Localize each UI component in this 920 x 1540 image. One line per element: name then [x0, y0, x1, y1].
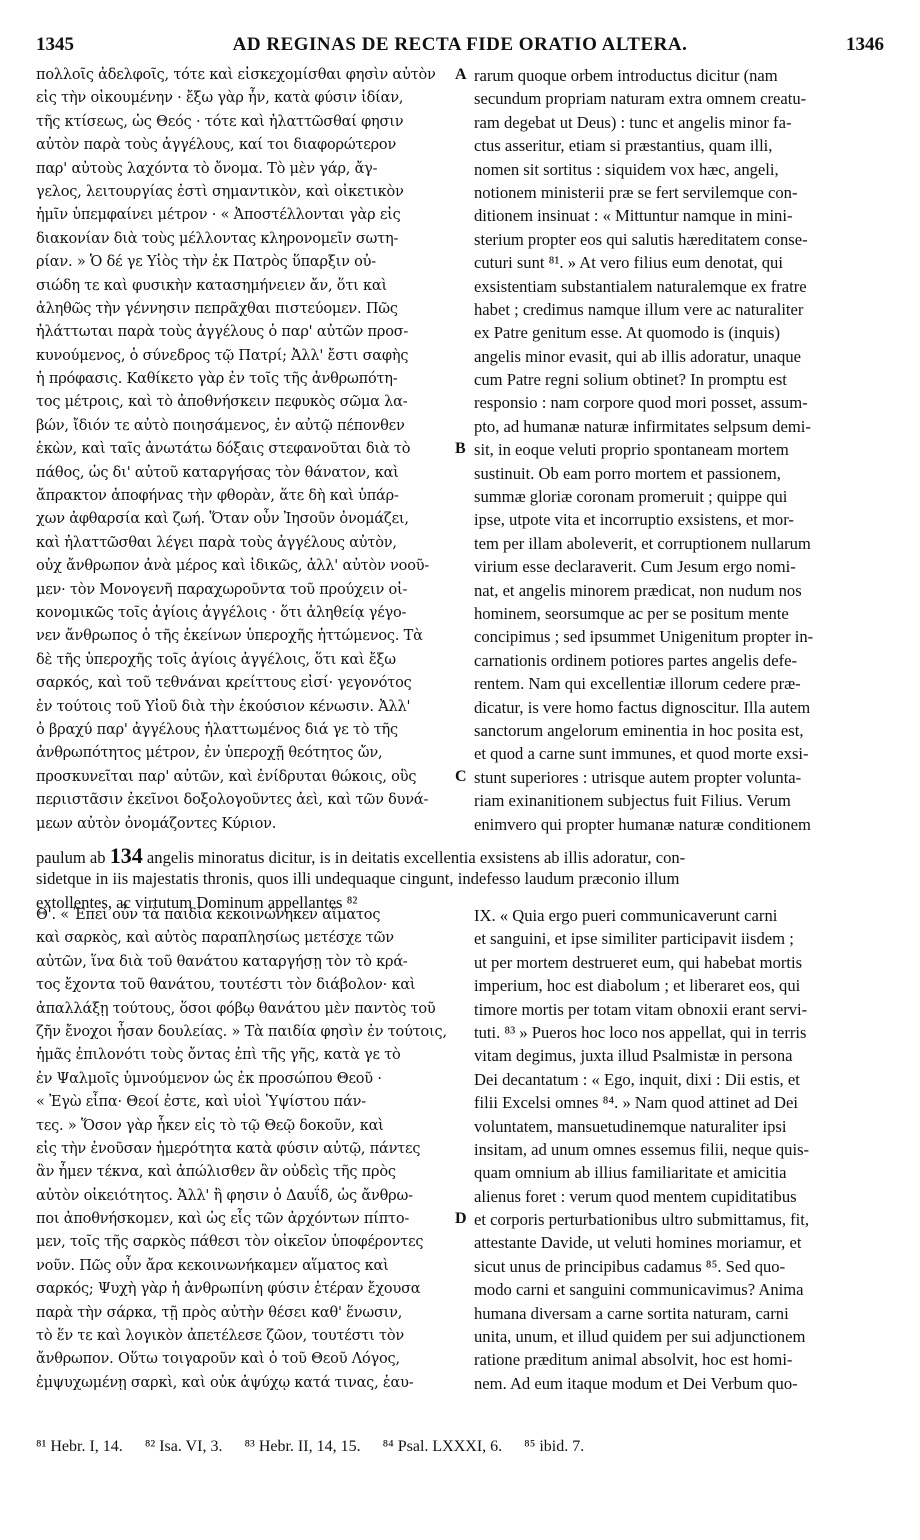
greek-text-line: ἀπαλλάξῃ τούτους, ὅσοι φόβῳ θανάτου μὲν παντὸς τοῦ: [36, 1000, 436, 1017]
greek-text-line: μεν, τοῖς τῆς σαρκὸς πάθεσι τὸν οἰκεῖον ὑποφέροντες: [36, 1234, 424, 1251]
greek-text-line: ἡμᾶς ἐπιλονότι τοὺς ὄντας ἐπὶ τῆς γῆς, κατὰ γε τὸ: [36, 1047, 401, 1064]
latin-text-line: nomen sit sortitus : siquidem vox hæc, angeli,: [474, 159, 779, 179]
greek-text-line: ποι ἀποθνήσκομεν, καὶ ὡς εἷς τῶν ἀρχόντων πίπτο-: [36, 1211, 410, 1228]
latin-text-line: humana diversam a carne sortita naturam, carni: [474, 1303, 789, 1323]
greek-text-line: σαρκός, καὶ τοῦ τεθνάναι κρείττους εἰσί· γεγονότος: [36, 675, 412, 692]
latin-text-line: IX. « Quia ergo pueri communicaverunt carni: [474, 906, 778, 925]
full-width-line: extollentes, ac virtutum Dominum appellantes ⁸²: [36, 892, 358, 912]
latin-text-line: sterium propter eos qui salutis hæreditatem conse-: [474, 229, 808, 249]
greek-text-line: εἰς τὴν ἐνοῦσαν ἡμερότητα κατὰ φύσιν αὐτῷ, πάντες: [36, 1140, 421, 1157]
latin-text-line: enimvero qui propter humanæ naturæ conditionem: [474, 814, 811, 834]
greek-text-line: μεων αὐτὸν ὀνομάζοντες Κύριον.: [36, 815, 277, 832]
latin-text-line: ut per mortem destrueret eum, qui habebat mortis: [474, 952, 803, 972]
latin-text-line: quam omnium ab illius familiaritate et amicitia: [474, 1163, 787, 1183]
greek-text-line: ἠλάττωται παρὰ τοὺς ἀγγέλους ὁ παρ' αὐτῶν προσ-: [36, 324, 409, 341]
greek-text-line: πάθος, ὡς δι' αὐτοῦ καταργήσας τὸν θάνατον, καὶ: [36, 464, 399, 481]
greek-text-line: ἐμψυχωμένῃ σαρκὶ, καὶ οὐκ ἀψύχῳ κατά τινας, ἑαυ-: [36, 1374, 414, 1391]
greek-text-line: ἐν Ψαλμοῖς ὑμνούμενον ὡς ἐκ προσώπου Θεοῦ ·: [36, 1070, 382, 1087]
greek-text-line: πολλοῖς ἀδελφοῖς, τότε καὶ εἰσκεχομίσθαι φησὶν αὐτὸν: [36, 67, 436, 83]
footnote: ⁸² Isa. VI, 3.: [144, 1438, 223, 1455]
latin-text-line: rentem. Nam qui excellentiæ illorum cedere præ-: [474, 674, 801, 694]
full-width-text: paulum ab: [36, 848, 106, 867]
footnote: ⁸¹ Hebr. I, 14.: [36, 1438, 123, 1455]
greek-text-line: κυνούμενος, ὁ σύνεδρος τῷ Πατρί; Ἀλλ' ἔστι σαφὴς: [36, 347, 409, 364]
latin-text-line: virium esse declaraverit. Cum Jesum ergo nomi-: [474, 557, 796, 577]
latin-text-line: sicut unus de principibus cadamus ⁸⁵. Sed quo-: [474, 1256, 786, 1276]
greek-text-line: νεν ἄνθρωπος ὁ τῆς ἐκείνων ὑπεροχῆς ἡττώμενος. Τὰ: [36, 628, 423, 645]
greek-text-line: παρὰ τὴν σάρκα, τῇ πρὸς αὐτὴν θέσει καθ' ἕνωσιν,: [36, 1304, 403, 1321]
section-marker-c: C: [455, 768, 467, 785]
greek-text-line: Θ'. « Ἐπεὶ οὖν τὰ παιδία κεκοινώνηκεν αἵματος: [36, 907, 381, 923]
section-marker-b: B: [455, 440, 466, 457]
greek-text-line: περιιστᾶσιν ἐκεῖνοι δοξολογοῦντες ἀεὶ, καὶ τῶν δυνά-: [36, 792, 429, 809]
latin-text-line: notionem ministerii præ se fert servilemque con-: [474, 182, 798, 202]
greek-text-line: ἄνθρωπον. Οὕτω τοιγαροῦν καὶ ὁ τοῦ Θεοῦ Λόγος,: [36, 1351, 400, 1368]
greek-text-line: προσκυνεῖται παρ' αὐτῶν, καὶ ἐνίδρυται θώκοις, οὓς: [36, 768, 417, 785]
greek-text-line: τες. » Ὅσον γὰρ ἧκεν εἰς τὸ τῷ Θεῷ δοκοῦν, καὶ: [36, 1117, 384, 1134]
latin-text-line: ram degebat ut Deus) : tunc et angelis minor fa-: [474, 112, 792, 132]
latin-text-line: riam exinanitionem subjectus fuit Filius. Verum: [474, 791, 791, 811]
greek-text-line: ἀνθρωπότητος μέτρον, ἐν ὑπεροχῇ θεότητος ὤν,: [36, 745, 383, 762]
greek-column-bottom: [36, 904, 454, 1395]
latin-text-line: hominem, seorsumque ac per se positum mente: [474, 603, 789, 623]
latin-text-line: cuturi sunt ⁸¹. » At vero filius eum denotat, qui: [474, 253, 783, 273]
latin-text-line: unita, unum, et illud quidem per sui adjunctionem: [474, 1327, 806, 1347]
latin-text-line: secundum propriam naturam extra omnem creatu-: [474, 89, 807, 109]
latin-text-line: ctus asseritur, etiam si præstantius, quam illi,: [474, 136, 773, 156]
greek-text-line: αὐτὸν παρὰ τοὺς ἀγγέλους, καί τοι διαφορώτερον: [36, 137, 397, 154]
latin-text-line: et corporis perturbationibus ultro submittamus, fit,: [474, 1210, 810, 1230]
latin-text-line: concipimus ; sed ipsummet Unigenitum propter in-: [474, 627, 814, 647]
greek-text-line: ἑκὼν, καὶ ταῖς ἀνωτάτω δόξαις στεφανοῦται διὰ τὸ: [36, 441, 411, 458]
latin-text-line: insitam, ad unum omnes essemus filii, neque quis-: [474, 1139, 810, 1159]
latin-text-line: nat, et angelis minorem prædicat, non nudum nos: [474, 580, 802, 600]
latin-text-line: cum Patre regni solium obtinet? In promptu est: [474, 370, 787, 390]
latin-column-bottom: [474, 904, 884, 1395]
latin-text-line: ipse, utpote vita et incorruptio exsistens, et mor-: [474, 510, 794, 530]
latin-text-line: timore mortis per totam vitam obnoxii erant servi-: [474, 999, 808, 1019]
greek-text-line: τος μέτροις, καὶ τὸ ἀποθνήσκειν πεφυκὸς σῶμα λα-: [36, 394, 408, 411]
latin-text-line: summæ gloriæ coronam promeruit ; quippe qui: [474, 487, 788, 507]
footnote: ⁸³ Hebr. II, 14, 15.: [244, 1438, 361, 1455]
column-number-inline: 134: [109, 844, 143, 868]
full-width-text: angelis minoratus dicitur, is in deitatis excellentia exsistens ab illis adoratur, con-: [146, 848, 686, 867]
greek-text-line: ἄπρακτον ἀποφήνας τὴν φθορὰν, ἅτε δὴ καὶ ὑπάρ-: [36, 488, 399, 505]
latin-text-line: pto, ad humanæ naturæ infirmitates selpsum demi-: [474, 416, 811, 436]
footnotes: [36, 1438, 884, 1462]
greek-text-line: τος ἔχοντα τοῦ θανάτου, τουτέστι τὸν διάβολον· καὶ: [36, 977, 416, 994]
latin-text-line: vitam degimus, juxta illud Psalmistæ in persona: [474, 1046, 793, 1066]
greek-text-line: εἰς τὴν οἰκουμένην · ἔξω γὰρ ἦν, κατὰ φύσιν ἰδίαν,: [36, 90, 404, 107]
greek-text-line: αὐτὸν οἰκειότητος. Ἀλλ' ἢ φησιν ὁ Δαυΐδ, ὡς ἄνθρω-: [36, 1187, 413, 1204]
greek-text-line: χων ἀφθαρσία καὶ ζωή. Ὅταν οὖν Ἰησοῦν ὀνομάζει,: [36, 511, 409, 528]
section-marker-d: D: [455, 1210, 467, 1227]
greek-column-top: [36, 64, 454, 836]
latin-text-line: et sanguini, et ipse similiter participavit iisdem ;: [474, 929, 794, 949]
greek-text-line: κονομικῶς τοῖς ἁγίοις ἀγγέλοις · ὅτι ἀληθείᾳ γέγο-: [36, 604, 407, 621]
latin-text-line: tem per illam aboleverit, et corruptionem nullarum: [474, 533, 811, 553]
latin-text-line: dicatur, is vere homo factus dignoscitur. Illa autem: [474, 697, 811, 717]
latin-text-line: exsistentiam substantialem naturalemque ex fratre: [474, 276, 807, 296]
latin-text-line: ex Patre genitum esse. At quomodo is (inquis): [474, 323, 781, 343]
latin-text-line: voluntatem, mansuetudinemque naturaliter ipsi: [474, 1116, 787, 1136]
full-width-line: [36, 844, 884, 867]
section-marker-a: A: [455, 66, 467, 83]
greek-text-line: ἀληθῶς τὴν γέννησιν πεπρᾶχθαι πιστεύομεν. Πῶς: [36, 300, 398, 317]
greek-text-line: ἡ πρόφασις. Καθίκετο γὰρ ἐν τοῖς τῆς ἀνθρωπότη-: [36, 371, 398, 388]
greek-text-line: σιώδη τε καὶ φυσικὴν κατασημήνειεν ἄν, ὅτι καὶ: [36, 277, 387, 294]
greek-text-line: παρ' αὐτοὺς λαχόντα τὸ ὄνομα. Τὸ μὲν γάρ, ἄγ-: [36, 160, 378, 177]
greek-text-line: ζῆν ἔνοχοι ἦσαν δουλείας. » Τὰ παιδία φησὶν ἐν τούτοις,: [36, 1023, 447, 1040]
latin-text-line: alienus foret : verum quod mentem cupiditatibus: [474, 1186, 797, 1206]
running-title: AD REGINAS DE RECTA FIDE ORATIO ALTERA.: [232, 34, 688, 55]
latin-text-line: sanctorum angelorum eminentia in hoc posita est,: [474, 720, 804, 740]
full-width-line: sidetque in iis majestatis thronis, quos illi undequaque cingunt, indefesso laudum præconio illum: [36, 869, 680, 889]
footnote: ⁸⁴ Psal. LXXXI, 6.: [382, 1438, 503, 1455]
greek-text-line: καὶ ἠλαττῶσθαι λέγει παρὰ τοὺς ἀγγέλους αὐτὸν,: [36, 534, 397, 551]
latin-text-line: stunt superiores : utrisque autem propter volunta-: [474, 767, 802, 787]
latin-text-line: carnationis ordinem potiores partes angelis defe-: [474, 650, 798, 670]
latin-text-line: filii Excelsi omnes ⁸⁴. » Nam quod attinet ad Dei: [474, 1093, 799, 1113]
latin-text-line: nem. Ad eum itaque modum et Dei Verbum quo-: [474, 1373, 798, 1393]
greek-text-line: οὐχ ἄνθρωπον ἀνὰ μέρος καὶ ἰδικῶς, ἀλλ' αὐτὸν νοοῦ-: [36, 558, 430, 575]
latin-text-line: imperium, hoc est diabolum ; et liberaret eos, qui: [474, 976, 801, 996]
greek-text-line: τὸ ἕν τε καὶ λογικὸν ἀπετέλεσε ζῶον, τουτέστι τὸν: [36, 1328, 404, 1345]
column-number-right: 1346: [846, 34, 884, 55]
greek-text-line: ὁ βραχύ παρ' ἀγγέλους ἠλαττωμένος διά γε τὸ τῆς: [36, 721, 398, 738]
latin-text-line: sit, in eoque veluti proprio spontaneam mortem: [474, 440, 789, 460]
greek-text-line: ἐν τούτοις τοῦ Υἱοῦ διὰ τὴν ἑκούσιον κένωσιν. Ἀλλ': [36, 698, 411, 715]
greek-text-line: σαρκός; Ψυχὴ γὰρ ἡ ἀνθρωπίνη φύσιν ἑτέραν ἔχουσα: [36, 1281, 421, 1298]
greek-text-line: μεν· τὸν Μονογενῆ παραχωροῦντα τοῦ προύχειν οἰ-: [36, 581, 408, 598]
greek-text-line: βών, ἴδιόν τε αὐτὸ ποιησάμενος, ἐν αὐτῷ πέπονθεν: [36, 417, 405, 434]
latin-column-top: [474, 64, 884, 836]
latin-text-line: angelis minor evasit, qui ab illis adoratur, unaque: [474, 346, 801, 366]
greek-text-line: « Ἐγὼ εἶπα· Θεοί ἐστε, καὶ υἱοὶ Ὑψίστου πάν-: [36, 1094, 366, 1111]
greek-text-line: καὶ σαρκὸς, καὶ αὐτὸς παραπλησίως μετέσχε τῶν: [36, 930, 394, 947]
latin-text-line: ditionem insinuat : « Mittuntur namque in mini-: [474, 206, 793, 226]
greek-text-line: νοῦν. Πῶς οὖν ἄρα κεκοινωνήκαμεν αἵματος καὶ: [36, 1257, 389, 1274]
greek-text-line: δὲ τῆς ὑπεροχῆς τοῖς ἁγίοις ἀγγέλοις, ὅτι καὶ ἔξω: [36, 651, 396, 668]
latin-text-line: et quod a carne sunt immunes, et quod morte exsi-: [474, 744, 809, 764]
latin-text-line: responsio : nam corpore quod mori posset, assum-: [474, 393, 808, 413]
latin-text-line: ratione præditum animal absolvit, hoc est homi-: [474, 1350, 793, 1370]
greek-text-line: τῆς κτίσεως, ὡς Θεός · τότε καὶ ἠλαττῶσθαί φησιν: [36, 113, 404, 130]
greek-text-line: ἂν ἦμεν τέκνα, καὶ ἀπώλισθεν ἂν οὐδεὶς τῆς πρὸς: [36, 1164, 396, 1181]
latin-text-line: modo carni et sanguini communicavimus? Anima: [474, 1280, 804, 1300]
latin-text-line: attestante Davide, ut veluti homines moriamur, et: [474, 1233, 802, 1253]
latin-text-line: tuti. ⁸³ » Pueros hoc loco nos appellat, qui in terris: [474, 1022, 807, 1042]
latin-text-line: Dei decantatum : « Ego, inquit, dixi : Dii estis, et: [474, 1069, 800, 1089]
running-header: [36, 34, 884, 58]
column-number-left: 1345: [36, 34, 74, 55]
greek-text-line: γελος, λειτουργίας ἐστὶ σημαντικὸν, καὶ οἰκετικὸν: [36, 183, 404, 200]
latin-text-line: rarum quoque orbem introductus dicitur (nam: [474, 66, 778, 85]
greek-text-line: αὐτῶν, ἵνα διὰ τοῦ θανάτου καταργήσῃ τὸν τὸ κρά-: [36, 953, 408, 970]
latin-text-line: habet ; credimus namque illum vere ac naturaliter: [474, 299, 804, 319]
greek-text-line: ρίαν. » Ὁ δέ γε Υἱὸς τὴν ἐκ Πατρὸς ὕπαρξιν οὐ-: [36, 254, 376, 271]
footnote: ⁸⁵ ibid. 7.: [524, 1438, 585, 1455]
latin-text-line: sustinuit. Ob eam porro mortem et passionem,: [474, 463, 781, 483]
greek-text-line: ἡμῖν ὑπεμφαίνει μέτρον · « Ἀποστέλλονται γὰρ εἰς: [36, 207, 401, 224]
greek-text-line: διακονίαν διὰ τοὺς μέλλοντας κληρονομεῖν σωτη-: [36, 230, 399, 247]
